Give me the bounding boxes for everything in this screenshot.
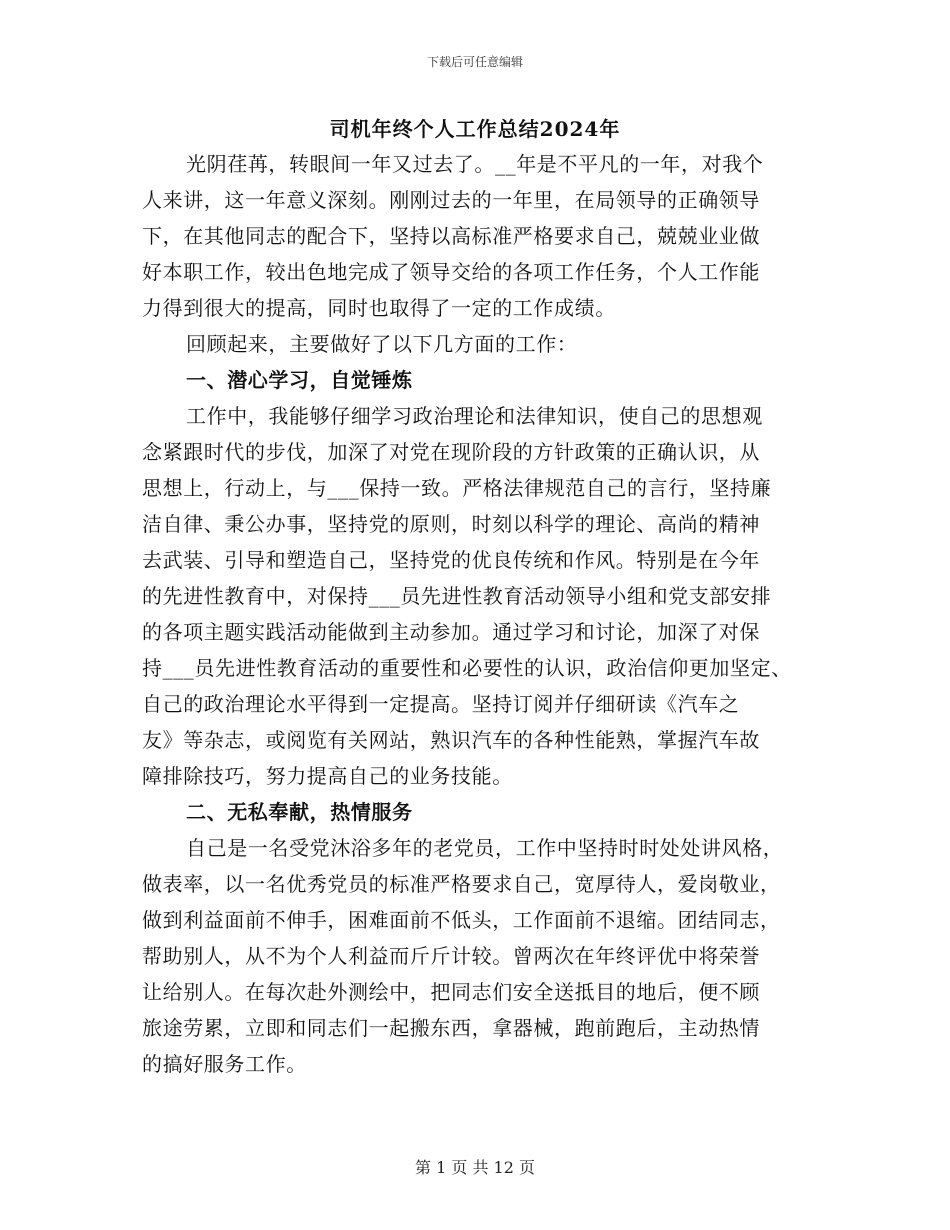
body-text-line: 力得到很大的提高，同时也取得了一定的工作成绩。 [142,296,616,320]
document-body [142,146,822,1082]
body-text-line: 自己的政治理论水平得到一定提高。坚持订阅并仔细研读《汽车之 [142,692,740,716]
section-heading: 一、潜心学习，自觉锤炼 [186,368,413,392]
body-text-line: 障排除技巧，努力提高自己的业务技能。 [142,764,513,788]
body-text-line: 做表率，以一名优秀党员的标准严格要求自己，宽厚待人，爱岗敬业， [142,872,781,896]
header-note: 下载后可任意编辑 [426,55,523,69]
body-text-line: 洁自律、秉公办事，坚持党的原则，时刻以科学的理论、高尚的精神 [142,512,760,536]
body-text-line: 的搞好服务工作。 [142,1052,307,1076]
body-text-line: 的各项主题实践活动能做到主动参加。通过学习和讨论，加深了对保 [142,620,760,644]
page-number: 第 1 页 共 12 页 [415,1158,535,1177]
body-text-line: 的先进性教育中，对保持___员先进性教育活动领导小组和党支部安排 [142,584,772,608]
body-text-line: 去武装、引导和塑造自己，坚持党的优良传统和作风。特别是在今年 [142,548,760,572]
body-text-line: 思想上，行动上，与___保持一致。严格法律规范自己的言行，坚持廉 [142,476,772,500]
body-text-line: 自己是一名受党沐浴多年的老党员，工作中坚持时时处处讲风格， [186,836,784,860]
body-text-line: 持___员先进性教育活动的重要性和必要性的认识，政治信仰更加坚定、 [142,656,792,680]
body-text-line: 人来讲，这一年意义深刻。刚刚过去的一年里，在局领导的正确领导 [142,188,760,212]
body-text-line: 下，在其他同志的配合下，坚持以高标准严格要求自己，兢兢业业做 [142,224,760,248]
body-text-line: 友》等杂志，或阅览有关网站，熟识汽车的各种性能熟，掌握汽车故 [142,728,760,752]
body-text-line: 帮助别人，从不为个人利益而斤斤计较。曾两次在年终评优中将荣誉 [142,944,760,968]
body-text-line: 念紧跟时代的步伐，加深了对党在现阶段的方针政策的正确认识，从 [142,440,760,464]
body-text-line: 做到利益面前不伸手，困难面前不低头，工作面前不退缩。团结同志， [142,908,781,932]
section-heading: 二、无私奉献，热情服务 [186,800,413,824]
body-text-line: 旅途劳累，立即和同志们一起搬东西，拿器械，跑前跑后，主动热情 [142,1016,760,1040]
document-title: 司机年终个人工作总结2024年 [329,117,621,141]
body-text-line: 让给别人。在每次赴外测绘中，把同志们安全送抵目的地后，便不顾 [142,980,760,1004]
body-text-line: 好本职工作，较出色地完成了领导交给的各项工作任务，个人工作能 [142,260,760,284]
body-text-line: 光阴荏苒，转眼间一年又过去了。__年是不平凡的一年，对我个 [186,152,764,176]
body-text-line: 回顾起来，主要做好了以下几方面的工作： [186,332,578,356]
body-text-line: 工作中，我能够仔细学习政治理论和法律知识，使自己的思想观 [186,404,763,428]
